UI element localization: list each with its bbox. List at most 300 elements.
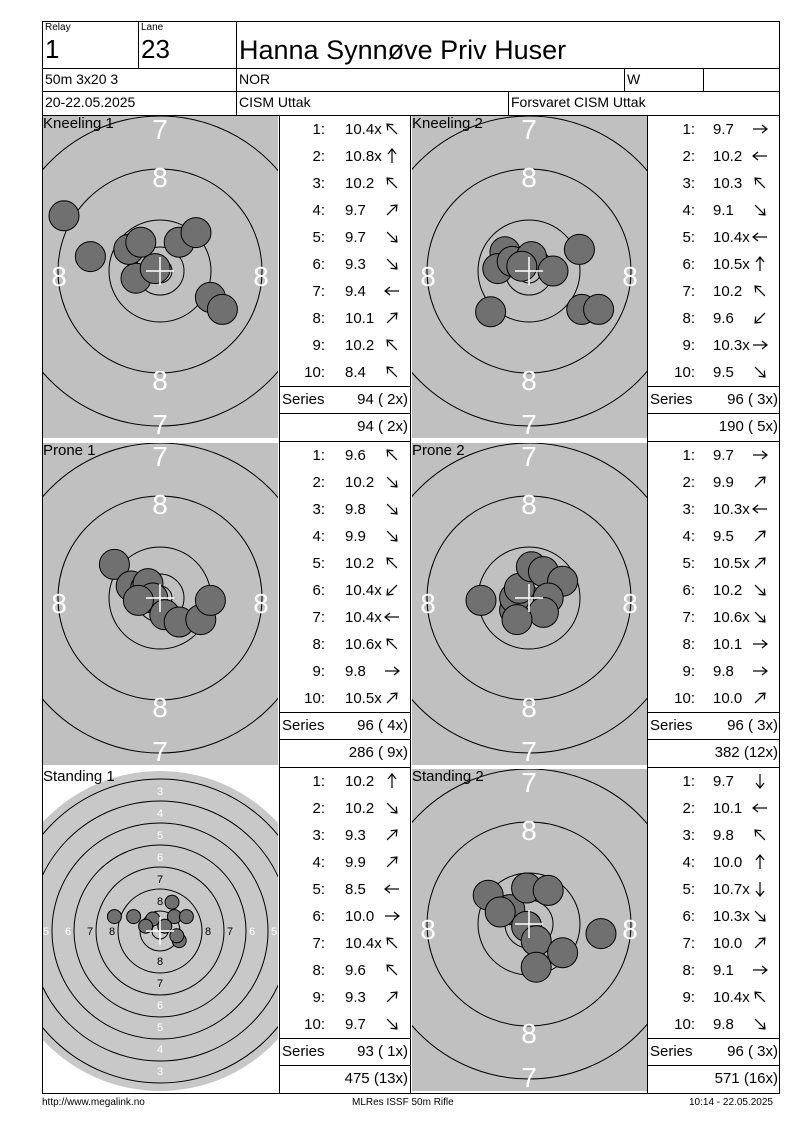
direction-arrow-icon xyxy=(750,148,770,164)
direction-arrow-icon xyxy=(382,447,402,463)
direction-arrow-icon xyxy=(382,800,402,816)
direction-arrow-icon xyxy=(382,501,402,517)
ring-number: 5 xyxy=(156,830,164,842)
shot-row xyxy=(280,577,410,604)
shot-score: 10.2 xyxy=(713,283,743,300)
shot-row xyxy=(648,359,780,386)
shot-hole xyxy=(126,227,156,257)
shot-number: 5: xyxy=(312,881,325,898)
direction-arrow-icon xyxy=(750,881,770,897)
shot-score: 9.7 xyxy=(713,121,734,138)
shot-score: 10.0 xyxy=(713,690,743,707)
name-cell xyxy=(236,21,780,69)
ring-number: 8 xyxy=(156,956,164,968)
shot-hole xyxy=(507,251,537,281)
shot-row xyxy=(280,332,410,359)
direction-arrow-icon xyxy=(382,935,402,951)
direction-arrow-icon xyxy=(382,474,402,490)
shot-number: 10: xyxy=(674,1016,695,1033)
shot-hole xyxy=(75,242,105,272)
shot-row xyxy=(280,768,410,795)
target-svg xyxy=(412,769,647,1091)
target-standing-2 xyxy=(412,769,647,1091)
shot-hole xyxy=(586,919,616,949)
target-svg xyxy=(43,769,278,1091)
ring-number: 4 xyxy=(156,1044,164,1056)
shot-row xyxy=(280,984,410,1011)
shot-score: 10.3 xyxy=(713,175,743,192)
direction-arrow-icon xyxy=(382,773,402,789)
shot-row xyxy=(648,1011,780,1038)
shot-number: 4: xyxy=(312,854,325,871)
shot-number: 2: xyxy=(312,474,325,491)
ring-number: 7 xyxy=(156,874,164,886)
shot-score: 10.4x xyxy=(713,229,750,246)
direction-arrow-icon xyxy=(382,962,402,978)
shot-row xyxy=(280,496,410,523)
ring-number: 4 xyxy=(156,808,164,820)
shot-hole xyxy=(466,585,496,615)
shot-row xyxy=(280,658,410,685)
shot-hole xyxy=(521,926,551,956)
shot-row xyxy=(648,550,780,577)
ring-number: 8 xyxy=(152,365,168,396)
shot-row xyxy=(280,305,410,332)
ring-number: 7 xyxy=(152,736,168,765)
shot-score: 10.1 xyxy=(345,310,375,327)
shot-score: 10.0 xyxy=(345,908,375,925)
shot-score: 9.1 xyxy=(713,202,734,219)
score-column-1 xyxy=(279,116,411,442)
shot-score: 9.6 xyxy=(345,447,366,464)
direction-arrow-icon xyxy=(750,663,770,679)
shot-number: 9: xyxy=(682,663,695,680)
footer-url[interactable]: http://www.megalink.no xyxy=(42,1097,145,1108)
footer-software: MLRes ISSF 50m Rifle xyxy=(352,1097,454,1108)
shot-row xyxy=(280,278,410,305)
ring-number: 8 xyxy=(51,588,67,619)
ring-number: 3 xyxy=(156,1066,164,1078)
shot-hole xyxy=(127,910,141,924)
shot-number: 7: xyxy=(682,283,695,300)
ring-number: 8 xyxy=(204,926,212,938)
direction-arrow-icon xyxy=(382,175,402,191)
shot-number: 4: xyxy=(312,528,325,545)
series-score: 93 ( 1x) xyxy=(357,1043,408,1060)
shot-row xyxy=(648,170,780,197)
shot-score: 9.7 xyxy=(713,773,734,790)
cumulative-total: 190 ( 5x) xyxy=(718,418,778,435)
shot-hole xyxy=(49,201,79,231)
shot-number: 5: xyxy=(682,555,695,572)
shot-score: 10.3x xyxy=(713,337,750,354)
ring-number: 6 xyxy=(64,926,72,938)
direction-arrow-icon xyxy=(382,908,402,924)
direction-arrow-icon xyxy=(750,283,770,299)
block-separator xyxy=(279,767,411,768)
shot-score: 10.4x xyxy=(345,582,382,599)
shot-number: 9: xyxy=(312,989,325,1006)
direction-arrow-icon xyxy=(750,256,770,272)
shot-score: 9.9 xyxy=(345,854,366,871)
relay-label: Relay xyxy=(45,22,71,33)
shot-score: 10.7x xyxy=(713,881,750,898)
target-prone-2 xyxy=(412,443,647,765)
ring-number: 8 xyxy=(253,588,269,619)
shot-score: 10.5x xyxy=(713,256,750,273)
ring-number: 8 xyxy=(420,261,436,292)
date-cell xyxy=(42,91,237,116)
direction-arrow-icon xyxy=(382,229,402,245)
shot-row xyxy=(648,305,780,332)
ring-number: 7 xyxy=(156,978,164,990)
direction-arrow-icon xyxy=(382,528,402,544)
shot-row xyxy=(648,224,780,251)
cumulative-total-row xyxy=(648,1065,780,1092)
cumulative-total-row xyxy=(648,413,780,440)
shot-row xyxy=(280,849,410,876)
direction-arrow-icon xyxy=(382,121,402,137)
shot-score: 9.8 xyxy=(713,827,734,844)
shot-row xyxy=(648,957,780,984)
shot-hole xyxy=(207,294,237,324)
direction-arrow-icon xyxy=(750,854,770,870)
shot-number: 3: xyxy=(312,501,325,518)
shot-score: 10.4x xyxy=(345,609,382,626)
target-standing-1 xyxy=(43,769,278,1091)
shot-row xyxy=(648,197,780,224)
shot-row xyxy=(280,143,410,170)
series-row xyxy=(648,712,780,739)
direction-arrow-icon xyxy=(750,827,770,843)
block-separator xyxy=(647,767,780,768)
ring-number: 8 xyxy=(108,926,116,938)
direction-arrow-icon xyxy=(750,202,770,218)
direction-arrow-icon xyxy=(382,989,402,1005)
shot-number: 9: xyxy=(312,337,325,354)
direction-arrow-icon xyxy=(750,989,770,1005)
shot-score: 10.2 xyxy=(345,474,375,491)
shot-row xyxy=(648,631,780,658)
shot-number: 2: xyxy=(312,148,325,165)
ring-number: 7 xyxy=(521,116,537,145)
shot-row xyxy=(280,876,410,903)
series-score: 96 ( 3x) xyxy=(727,1043,778,1060)
cumulative-total: 571 (16x) xyxy=(714,1070,778,1087)
shot-score: 10.2 xyxy=(713,582,743,599)
shot-row xyxy=(648,143,780,170)
shot-hole xyxy=(485,897,515,927)
direction-arrow-icon xyxy=(382,364,402,380)
shot-number: 2: xyxy=(682,148,695,165)
shot-score: 10.0 xyxy=(713,935,743,952)
shot-number: 8: xyxy=(312,962,325,979)
cumulative-total: 382 (12x) xyxy=(714,744,778,761)
cumulative-total: 94 ( 2x) xyxy=(357,418,408,435)
target-title: Prone 2 xyxy=(412,443,465,459)
shot-number: 7: xyxy=(312,609,325,626)
shot-row xyxy=(280,930,410,957)
direction-arrow-icon xyxy=(750,908,770,924)
ring-number: 5 xyxy=(156,1022,164,1034)
ring-number: 8 xyxy=(521,692,537,723)
shot-number: 3: xyxy=(682,827,695,844)
score-column-6 xyxy=(647,768,780,1094)
shot-score: 10.6x xyxy=(345,636,382,653)
shot-score: 9.9 xyxy=(345,528,366,545)
shot-number: 9: xyxy=(682,989,695,1006)
shot-number: 7: xyxy=(312,283,325,300)
shot-hole xyxy=(533,875,563,905)
ring-number: 7 xyxy=(521,1062,537,1091)
ring-number: 8 xyxy=(253,261,269,292)
shot-number: 4: xyxy=(682,528,695,545)
direction-arrow-icon xyxy=(382,881,402,897)
shot-number: 6: xyxy=(682,582,695,599)
series-row xyxy=(648,386,780,413)
shot-score: 9.8 xyxy=(713,663,734,680)
shot-score: 9.6 xyxy=(713,310,734,327)
shot-score: 10.8x xyxy=(345,148,382,165)
shot-row xyxy=(648,251,780,278)
series-row xyxy=(648,1038,780,1065)
ring-number: 8 xyxy=(622,914,638,945)
shot-score: 9.8 xyxy=(345,663,366,680)
shot-number: 2: xyxy=(312,800,325,817)
gender-cell xyxy=(624,68,704,92)
shot-score: 9.7 xyxy=(345,1016,366,1033)
direction-arrow-icon xyxy=(382,636,402,652)
shot-row xyxy=(280,903,410,930)
nation-cell xyxy=(236,68,625,92)
ring-number: 7 xyxy=(521,769,537,798)
shot-number: 5: xyxy=(682,881,695,898)
shot-row xyxy=(648,278,780,305)
shot-number: 10: xyxy=(304,690,325,707)
direction-arrow-icon xyxy=(750,229,770,245)
shot-number: 8: xyxy=(312,636,325,653)
shot-row xyxy=(280,442,410,469)
shot-number: 6: xyxy=(312,908,325,925)
series-label: Series xyxy=(650,717,693,734)
shot-number: 1: xyxy=(682,121,695,138)
shot-row xyxy=(280,604,410,631)
shot-row xyxy=(648,658,780,685)
score-column-4 xyxy=(647,442,780,769)
ring-number: 7 xyxy=(152,409,168,438)
target-title: Kneeling 2 xyxy=(412,116,483,132)
shot-row xyxy=(648,442,780,469)
direction-arrow-icon xyxy=(750,1016,770,1032)
ring-number: 7 xyxy=(152,443,168,472)
shot-row xyxy=(648,577,780,604)
ring-number: 8 xyxy=(156,896,164,908)
shot-row xyxy=(648,930,780,957)
ring-number: 8 xyxy=(521,1018,537,1049)
shot-number: 9: xyxy=(682,337,695,354)
shot-number: 4: xyxy=(682,202,695,219)
shot-score: 8.4 xyxy=(345,364,366,381)
shot-score: 10.4x xyxy=(713,989,750,1006)
shot-row xyxy=(280,469,410,496)
club: Forsvaret CISM Uttak xyxy=(511,94,646,110)
direction-arrow-icon xyxy=(382,148,402,164)
ring-number: 8 xyxy=(622,261,638,292)
series-label: Series xyxy=(650,391,693,408)
shot-number: 5: xyxy=(312,555,325,572)
shot-score: 9.6 xyxy=(345,962,366,979)
ring-number: 8 xyxy=(51,261,67,292)
shot-number: 7: xyxy=(312,935,325,952)
cumulative-total-row xyxy=(280,739,410,766)
shot-number: 5: xyxy=(682,229,695,246)
shot-hole xyxy=(179,910,193,924)
shot-score: 10.2 xyxy=(345,337,375,354)
series-score: 96 ( 4x) xyxy=(357,717,408,734)
shot-row xyxy=(648,984,780,1011)
series-score: 96 ( 3x) xyxy=(727,717,778,734)
shot-row xyxy=(280,251,410,278)
shot-row xyxy=(648,604,780,631)
shot-row xyxy=(648,332,780,359)
series-label: Series xyxy=(282,391,325,408)
ring-number: 8 xyxy=(152,489,168,520)
shot-number: 3: xyxy=(312,827,325,844)
ring-number: 3 xyxy=(156,786,164,798)
series-label: Series xyxy=(282,1043,325,1060)
series-row xyxy=(280,386,410,413)
direction-arrow-icon xyxy=(750,609,770,625)
direction-arrow-icon xyxy=(750,935,770,951)
shot-number: 6: xyxy=(312,256,325,273)
shot-score: 10.2 xyxy=(345,800,375,817)
event-name: 50m 3x20 3 xyxy=(45,71,119,87)
ring-number: 6 xyxy=(156,852,164,864)
shot-number: 8: xyxy=(682,310,695,327)
shot-row xyxy=(280,523,410,550)
shot-score: 10.1 xyxy=(713,636,743,653)
shot-score: 9.1 xyxy=(713,962,734,979)
series-row xyxy=(280,712,410,739)
shot-score: 10.5x xyxy=(345,690,382,707)
direction-arrow-icon xyxy=(750,773,770,789)
shot-number: 4: xyxy=(312,202,325,219)
direction-arrow-icon xyxy=(382,283,402,299)
ring-number: 7 xyxy=(521,443,537,472)
cumulative-total-row xyxy=(280,1065,410,1092)
direction-arrow-icon xyxy=(382,582,402,598)
ring-number: 7 xyxy=(521,409,537,438)
shot-row xyxy=(648,685,780,712)
shot-hole xyxy=(564,234,594,264)
ring-number: 8 xyxy=(521,365,537,396)
shot-hole xyxy=(195,585,225,615)
shot-row xyxy=(280,631,410,658)
shot-score: 10.4x xyxy=(345,121,382,138)
target-title: Standing 1 xyxy=(43,769,115,785)
direction-arrow-icon xyxy=(750,800,770,816)
shot-hole xyxy=(123,585,153,615)
nation: NOR xyxy=(239,71,271,87)
score-column-2 xyxy=(647,116,780,442)
direction-arrow-icon xyxy=(382,609,402,625)
shot-score: 9.8 xyxy=(345,501,366,518)
shot-score: 10.3x xyxy=(713,908,750,925)
score-column-5 xyxy=(279,768,411,1094)
shot-row xyxy=(280,224,410,251)
target-prone-1 xyxy=(43,443,278,765)
shot-number: 3: xyxy=(312,175,325,192)
series-label: Series xyxy=(650,1043,693,1060)
shot-number: 1: xyxy=(682,447,695,464)
ring-number: 8 xyxy=(521,162,537,193)
shot-number: 1: xyxy=(682,773,695,790)
shot-number: 8: xyxy=(682,636,695,653)
shot-score: 9.5 xyxy=(713,528,734,545)
shot-score: 10.5x xyxy=(713,555,750,572)
relay-value: 1 xyxy=(45,34,60,64)
direction-arrow-icon xyxy=(382,663,402,679)
competition: CISM Uttak xyxy=(239,94,311,110)
target-title: Kneeling 1 xyxy=(43,116,114,132)
direction-arrow-icon xyxy=(382,337,402,353)
direction-arrow-icon xyxy=(382,827,402,843)
direction-arrow-icon xyxy=(382,310,402,326)
shot-row xyxy=(280,795,410,822)
shot-hole xyxy=(502,605,532,635)
direction-arrow-icon xyxy=(750,121,770,137)
shot-hole xyxy=(140,254,170,284)
shot-row xyxy=(648,768,780,795)
cumulative-total-row xyxy=(648,739,780,766)
shot-number: 10: xyxy=(304,1016,325,1033)
shot-number: 6: xyxy=(682,256,695,273)
direction-arrow-icon xyxy=(750,337,770,353)
direction-arrow-icon xyxy=(750,501,770,517)
shot-number: 4: xyxy=(682,854,695,871)
direction-arrow-icon xyxy=(750,474,770,490)
target-kneeling-1 xyxy=(43,116,278,438)
shot-number: 3: xyxy=(682,501,695,518)
direction-arrow-icon xyxy=(750,582,770,598)
target-title: Prone 1 xyxy=(43,443,96,459)
direction-arrow-icon xyxy=(382,854,402,870)
shot-row xyxy=(280,550,410,577)
direction-arrow-icon xyxy=(382,202,402,218)
shot-row xyxy=(648,116,780,143)
shot-score: 9.9 xyxy=(713,474,734,491)
ring-number: 6 xyxy=(248,926,256,938)
shot-score: 10.4x xyxy=(345,935,382,952)
ring-number: 6 xyxy=(156,1000,164,1012)
direction-arrow-icon xyxy=(750,528,770,544)
shot-number: 1: xyxy=(312,121,325,138)
shot-row xyxy=(648,822,780,849)
shot-number: 7: xyxy=(682,935,695,952)
lane-label: Lane xyxy=(141,22,164,33)
shot-score: 10.2 xyxy=(713,148,743,165)
shot-number: 9: xyxy=(312,663,325,680)
shot-row xyxy=(280,1011,410,1038)
direction-arrow-icon xyxy=(750,555,770,571)
direction-arrow-icon xyxy=(750,962,770,978)
shot-score: 10.0 xyxy=(713,854,743,871)
cumulative-total-row xyxy=(280,413,410,440)
shot-score: 10.2 xyxy=(345,555,375,572)
shot-row xyxy=(648,903,780,930)
series-row xyxy=(280,1038,410,1065)
shot-number: 3: xyxy=(682,175,695,192)
